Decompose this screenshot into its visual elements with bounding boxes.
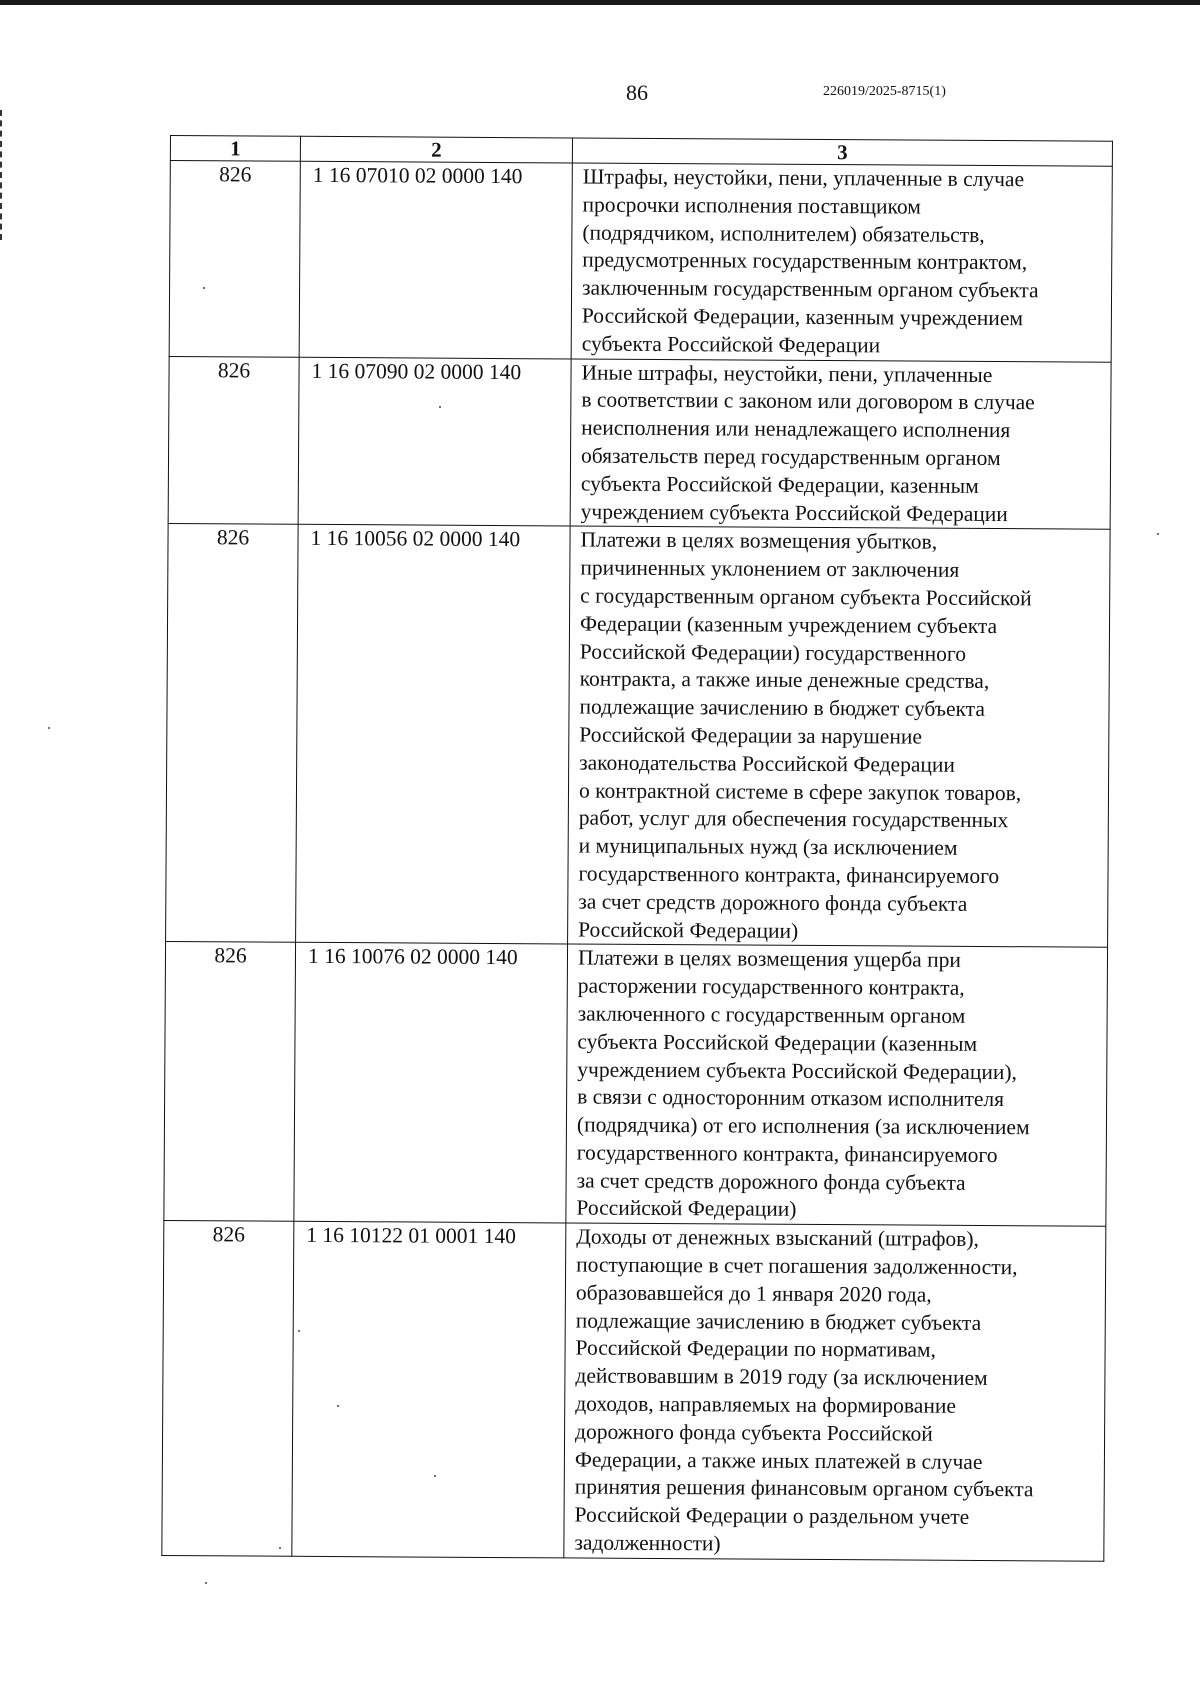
scan-speck bbox=[279, 1547, 281, 1549]
description-line: Российской Федерации) государственного bbox=[579, 639, 967, 666]
description-line: доходов, направляемых на формирование bbox=[575, 1391, 957, 1418]
description-line: в соответствии с законом или договором в случае bbox=[581, 387, 1035, 415]
revenue-codes-table bbox=[161, 135, 1113, 1562]
description-line: Российской Федерации о раздельном учете bbox=[574, 1502, 970, 1530]
description-line: обязательств перед государственным органом bbox=[580, 443, 1001, 471]
table-row bbox=[169, 161, 1112, 362]
description-line: Федерации (казенным учреждением субъекта bbox=[579, 611, 998, 638]
description-line: работ, услуг для обеспечения государственных bbox=[578, 805, 1009, 833]
description-line: задолженности) bbox=[574, 1530, 721, 1556]
description-line: и муниципальных нужд (за исключением bbox=[578, 833, 958, 860]
budget-classification-code-cell: 1 16 07010 02 0000 140 bbox=[299, 161, 572, 358]
description-line: дорожного фонда субъекта Российской bbox=[575, 1419, 933, 1446]
scan-speck bbox=[337, 1405, 339, 1407]
description-line: государственного контракта, финансируемого bbox=[578, 861, 1000, 889]
scan-speck bbox=[1157, 533, 1159, 535]
description-line: за счет средств дорожного фонда субъекта bbox=[576, 1168, 966, 1195]
scan-left-margin-marks bbox=[0, 110, 5, 240]
table-row bbox=[164, 942, 1108, 1227]
scan-speck bbox=[434, 1475, 436, 1477]
table-row bbox=[162, 1221, 1106, 1561]
description-line: с государственным органом субъекта Российской bbox=[580, 583, 1032, 611]
description-line: Российской Федерации по нормативам, bbox=[575, 1335, 936, 1363]
admin-code-cell: 826 bbox=[164, 942, 296, 1222]
description-line: причиненных уклонением от заключения bbox=[580, 555, 960, 582]
description-line: принятия решения финансовым органом субъекта bbox=[574, 1474, 1034, 1502]
description-line: расторжении государственного контракта, bbox=[577, 973, 965, 1000]
description-cell bbox=[570, 359, 1111, 530]
budget-classification-code-cell: 1 16 07090 02 0000 140 bbox=[298, 357, 571, 526]
description-line: подлежащие зачислению в бюджет субъекта bbox=[575, 1308, 982, 1335]
description-line: образовавшейся до 1 января 2020 года, bbox=[575, 1280, 932, 1307]
budget-classification-code-cell: 1 16 10076 02 0000 140 bbox=[294, 943, 568, 1224]
description-line: Доходы от денежных взысканий (штрафов), bbox=[576, 1224, 979, 1252]
column-header-3: 3 bbox=[572, 138, 1112, 166]
description-line: Платежи в целях возмещения убытков, bbox=[580, 527, 938, 555]
description-line: в связи с односторонним отказом исполнителя bbox=[577, 1084, 1005, 1112]
admin-code-cell: 826 bbox=[166, 524, 299, 943]
description-line: субъекта Российской Федерации, казенным bbox=[580, 471, 979, 498]
table-body bbox=[162, 161, 1113, 1562]
description-cell bbox=[568, 526, 1111, 947]
description-line: Штрафы, неустойки, пени, уплаченные в случае bbox=[582, 164, 1025, 192]
admin-code-cell: 826 bbox=[168, 356, 299, 525]
description-line: заключенного с государственным органом bbox=[577, 1001, 966, 1028]
description-line: Иные штрафы, неустойки, пени, уплаченные bbox=[581, 360, 993, 387]
description-line: за счет средств дорожного фонда субъекта bbox=[578, 889, 968, 916]
description-line: о контрактной системе в сфере закупок товаров, bbox=[578, 778, 1022, 805]
budget-classification-code-cell: 1 16 10056 02 0000 140 bbox=[296, 525, 571, 945]
description-line: учреждением субъекта Российской Федерации), bbox=[577, 1057, 1018, 1084]
description-line: субъекта Российской Федерации (казенным bbox=[577, 1029, 978, 1056]
description-line: неисполнения или ненадлежащего исполнения bbox=[581, 415, 1011, 443]
scan-speck bbox=[439, 406, 441, 408]
description-line: субъекта Российской Федерации bbox=[581, 331, 881, 358]
scan-speck bbox=[203, 287, 205, 289]
admin-code-cell: 826 bbox=[169, 161, 300, 357]
table-row bbox=[168, 356, 1111, 530]
description-line: государственного контракта, финансируемого bbox=[576, 1140, 998, 1167]
budget-classification-code-cell: 1 16 10122 01 0001 140 bbox=[292, 1222, 566, 1558]
description-line: контракта, а также иные денежные средства, bbox=[579, 666, 990, 694]
scan-speck bbox=[205, 1582, 207, 1584]
description-line: Федерации, а также иных платежей в случае bbox=[574, 1447, 983, 1474]
description-line: (подрядчика) от его исполнения (за исключением bbox=[576, 1112, 1030, 1140]
description-cell bbox=[564, 1223, 1106, 1561]
admin-code-cell: 826 bbox=[162, 1221, 294, 1556]
description-line: поступающие в счет погашения задолженности, bbox=[576, 1252, 1018, 1280]
description-cell bbox=[571, 163, 1112, 362]
description-line: просрочки исполнения поставщиком bbox=[582, 192, 921, 219]
description-line: законодательства Российской Федерации bbox=[579, 750, 956, 777]
description-line: Российской Федерации) bbox=[578, 917, 799, 943]
description-line: действовавшим в 2019 году (за исключением bbox=[575, 1363, 988, 1391]
description-line: Платежи в целях возмещения ущерба при bbox=[577, 945, 961, 973]
description-line: учреждением субъекта Российской Федерации bbox=[580, 499, 1008, 526]
description-line: (подрядчиком, исполнителем) обязательств, bbox=[582, 220, 985, 247]
table-row bbox=[166, 524, 1111, 948]
scan-top-edge bbox=[0, 0, 1200, 5]
page-number: 86 bbox=[626, 80, 648, 105]
document-id: 226019/2025-8715(1) bbox=[823, 84, 946, 99]
revenue-codes-table-wrapper bbox=[161, 135, 1112, 1562]
scan-speck bbox=[298, 1330, 300, 1332]
description-line: подлежащие зачислению в бюджет субъекта bbox=[579, 694, 985, 722]
description-line: Российской Федерации) bbox=[576, 1195, 797, 1222]
column-header-2: 2 bbox=[300, 136, 572, 163]
description-cell bbox=[566, 944, 1108, 1226]
column-header-1: 1 bbox=[170, 136, 300, 162]
scan-speck bbox=[48, 727, 50, 729]
description-line: Российской Федерации за нарушение bbox=[579, 722, 922, 749]
description-line: предусмотренных государственным контрактом, bbox=[582, 247, 1028, 275]
description-line: Российской Федерации, казенным учреждением bbox=[581, 303, 1024, 331]
description-line: заключенным государственным органом субъекта bbox=[582, 275, 1039, 303]
